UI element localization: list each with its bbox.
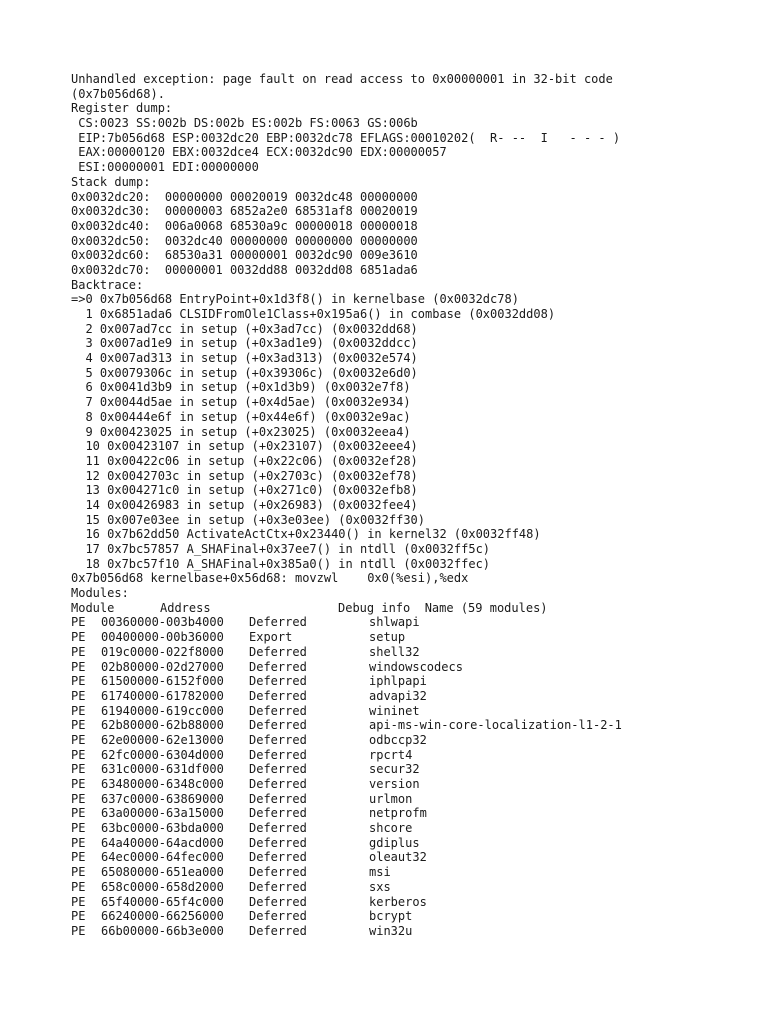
module-type: PE	[71, 850, 86, 865]
backtrace-frame: 7 0x0044d5ae in setup (+0x4d5ae) (0x0032e934)	[71, 395, 411, 410]
module-address: 63bc0000-63bda000	[101, 821, 224, 836]
exception-address: (0x7b056d68).	[71, 86, 165, 101]
module-name: shlwapi	[369, 615, 420, 630]
module-address: 019c0000-022f8000	[101, 644, 224, 659]
module-row	[71, 615, 761, 630]
module-row	[71, 718, 761, 733]
modules-header-debug-name: Debug info Name (59 modules)	[338, 600, 548, 615]
stack-line: 0x0032dc50: 0032dc40 00000000 00000000 00000000	[71, 233, 418, 248]
backtrace-frame: 10 0x00423107 in setup (+0x23107) (0x0032eee4)	[71, 439, 418, 454]
module-row	[71, 689, 761, 704]
backtrace-frame: 16 0x7b62dd50 ActivateActCtx+0x23440() in kernel32 (0x0032ff48)	[71, 527, 541, 542]
module-name: wininet	[369, 703, 420, 718]
module-debug-info: Deferred	[249, 718, 307, 733]
module-address: 66b00000-66b3e000	[101, 923, 224, 938]
backtrace-frame: 2 0x007ad7cc in setup (+0x3ad7cc) (0x0032dd68)	[71, 321, 418, 336]
module-row	[71, 733, 761, 748]
module-debug-info: Deferred	[249, 762, 307, 777]
module-address: 00360000-003b4000	[101, 615, 224, 630]
module-type: PE	[71, 923, 86, 938]
module-type: PE	[71, 894, 86, 909]
backtrace-frame: 13 0x004271c0 in setup (+0x271c0) (0x0032efb8)	[71, 483, 418, 498]
fault-instruction: 0x7b056d68 kernelbase+0x56d68: movzwl 0x0(%esi),%edx	[71, 571, 469, 586]
module-debug-info: Deferred	[249, 821, 307, 836]
module-name: setup	[369, 630, 406, 645]
module-row	[71, 850, 761, 865]
module-type: PE	[71, 747, 86, 762]
module-name: windowscodecs	[369, 659, 463, 674]
module-address: 631c0000-631df000	[101, 762, 224, 777]
backtrace-frame: 3 0x007ad1e9 in setup (+0x3ad1e9) (0x0032ddcc)	[71, 336, 418, 351]
module-row	[71, 895, 761, 910]
module-debug-info: Deferred	[249, 923, 307, 938]
module-type: PE	[71, 615, 86, 630]
module-row	[71, 880, 761, 895]
module-debug-info: Deferred	[249, 791, 307, 806]
module-row	[71, 748, 761, 763]
module-type: PE	[71, 688, 86, 703]
module-address: 62e00000-62e13000	[101, 732, 224, 747]
module-debug-info: Deferred	[249, 703, 307, 718]
modules-header	[71, 601, 761, 616]
register-line: CS:0023 SS:002b DS:002b ES:002b FS:0063 GS:006b	[71, 116, 418, 131]
stack-line: 0x0032dc40: 006a0068 68530a9c 00000018 00000018	[71, 218, 418, 233]
backtrace-frame: 12 0x0042703c in setup (+0x2703c) (0x0032ef78)	[71, 468, 418, 483]
backtrace-title: Backtrace:	[71, 277, 144, 292]
backtrace-frame: 6 0x0041d3b9 in setup (+0x1d3b9) (0x0032e7f8)	[71, 380, 411, 395]
stack-line: 0x0032dc60: 68530a31 00000001 0032dc90 009e3610	[71, 248, 418, 263]
module-name: odbccp32	[369, 732, 427, 747]
module-type: PE	[71, 806, 86, 821]
module-name: shell32	[369, 644, 420, 659]
stack-dump	[71, 190, 761, 278]
module-type: PE	[71, 644, 86, 659]
module-debug-info: Deferred	[249, 777, 307, 791]
module-name: netprofm	[369, 806, 427, 821]
module-address: 65080000-651ea000	[101, 865, 224, 880]
module-row	[71, 630, 761, 645]
module-name: iphlpapi	[369, 674, 427, 689]
module-debug-info: Deferred	[249, 879, 307, 894]
module-row	[71, 909, 761, 924]
backtrace-frame: 9 0x00423025 in setup (+0x23025) (0x0032eea4)	[71, 424, 411, 439]
module-debug-info: Deferred	[249, 835, 307, 850]
module-address: 02b80000-02d27000	[101, 659, 224, 674]
module-address: 64ec0000-64fec000	[101, 850, 224, 865]
backtrace-frame: 5 0x0079306c in setup (+0x39306c) (0x0032e6d0)	[71, 365, 418, 380]
module-name: rpcrt4	[369, 747, 413, 762]
module-type: PE	[71, 674, 86, 689]
module-address: 63a00000-63a15000	[101, 806, 224, 821]
module-row	[71, 645, 761, 660]
module-name: oleaut32	[369, 850, 427, 865]
module-type: PE	[71, 835, 86, 850]
module-name: win32u	[369, 923, 413, 938]
module-name: advapi32	[369, 688, 427, 703]
module-debug-info: Deferred	[249, 644, 307, 659]
modules-table	[71, 615, 761, 938]
module-debug-info: Deferred	[249, 865, 307, 880]
module-name: shcore	[369, 821, 413, 836]
module-row	[71, 924, 761, 939]
module-debug-info: Deferred	[249, 850, 307, 865]
module-name: msi	[369, 865, 391, 880]
module-name: gdiplus	[369, 835, 420, 850]
backtrace-frame: 1 0x6851ada6 CLSIDFromOle1Class+0x195a6() in combase (0x0032dd08)	[71, 307, 556, 321]
module-address: 63480000-6348c000	[101, 777, 224, 791]
module-debug-info: Deferred	[249, 615, 307, 630]
module-address: 00400000-00b36000	[101, 630, 224, 645]
module-type: PE	[71, 865, 86, 880]
backtrace-frame: 18 0x7bc57f10 A_SHAFinal+0x385a0() in ntdll (0x0032ffec)	[71, 556, 491, 571]
module-type: PE	[71, 703, 86, 718]
module-debug-info: Deferred	[249, 674, 307, 689]
module-debug-info: Export	[249, 630, 293, 645]
module-row	[71, 865, 761, 880]
module-address: 62b80000-62b88000	[101, 718, 224, 733]
module-address: 64a40000-64acd000	[101, 835, 224, 850]
register-line: ESI:00000001 EDI:00000000	[71, 160, 259, 175]
module-type: PE	[71, 762, 86, 777]
module-name: bcrypt	[369, 909, 413, 924]
module-debug-info: Deferred	[249, 732, 307, 747]
module-debug-info: Deferred	[249, 909, 307, 924]
module-type: PE	[71, 791, 86, 806]
module-row	[71, 836, 761, 851]
stack-line: 0x0032dc30: 00000003 6852a2e0 68531af8 00020019	[71, 204, 418, 219]
backtrace-frame: 17 0x7bc57857 A_SHAFinal+0x37ee7() in ntdll (0x0032ff5c)	[71, 542, 491, 556]
stack-line: 0x0032dc70: 00000001 0032dd88 0032dd08 6851ada6	[71, 262, 418, 277]
module-row	[71, 762, 761, 777]
module-type: PE	[71, 659, 86, 674]
module-address: 658c0000-658d2000	[101, 879, 224, 894]
module-debug-info: Deferred	[249, 894, 307, 909]
module-address: 61500000-6152f000	[101, 674, 224, 689]
register-line: EAX:00000120 EBX:0032dce4 ECX:0032dc90 EDX:00000057	[71, 145, 447, 160]
module-row	[71, 777, 761, 792]
register-dump-title: Register dump:	[71, 101, 173, 116]
module-address: 61740000-61782000	[101, 688, 224, 703]
module-type: PE	[71, 777, 86, 791]
modules-header-module: Module	[71, 600, 115, 615]
module-name: kerberos	[369, 894, 427, 909]
module-name: api-ms-win-core-localization-l1-2-1	[369, 718, 622, 733]
module-address: 66240000-66256000	[101, 909, 224, 924]
module-name: secur32	[369, 762, 420, 777]
module-row	[71, 806, 761, 821]
backtrace-frame: 8 0x00444e6f in setup (+0x44e6f) (0x0032e9ac)	[71, 409, 411, 424]
module-row	[71, 674, 761, 689]
module-type: PE	[71, 718, 86, 733]
module-row	[71, 821, 761, 836]
module-type: PE	[71, 732, 86, 747]
backtrace	[71, 292, 761, 571]
crash-log	[71, 72, 761, 939]
exception-message: Unhandled exception: page fault on read access to 0x00000001 in 32-bit code	[71, 72, 613, 86]
register-line: EIP:7b056d68 ESP:0032dc20 EBP:0032dc78 EFLAGS:00010202( R- -- I - - - )	[71, 130, 621, 145]
backtrace-frame: 15 0x007e03ee in setup (+0x3e03ee) (0x0032ff30)	[71, 512, 426, 527]
module-debug-info: Deferred	[249, 688, 307, 703]
module-row	[71, 792, 761, 807]
backtrace-frame: 11 0x00422c06 in setup (+0x22c06) (0x0032ef28)	[71, 453, 418, 468]
module-address: 61940000-619cc000	[101, 703, 224, 718]
module-name: sxs	[369, 879, 391, 894]
module-type: PE	[71, 909, 86, 924]
module-address: 65f40000-65f4c000	[101, 894, 224, 909]
module-debug-info: Deferred	[249, 747, 307, 762]
module-row	[71, 704, 761, 719]
module-address: 637c0000-63869000	[101, 791, 224, 806]
module-type: PE	[71, 879, 86, 894]
module-debug-info: Deferred	[249, 806, 307, 821]
module-type: PE	[71, 630, 86, 645]
backtrace-frame: 14 0x00426983 in setup (+0x26983) (0x0032fee4)	[71, 497, 418, 512]
register-dump	[71, 116, 761, 175]
stack-dump-title: Stack dump:	[71, 174, 151, 189]
module-name: version	[369, 777, 420, 791]
module-address: 62fc0000-6304d000	[101, 747, 224, 762]
module-name: urlmon	[369, 791, 413, 806]
backtrace-frame: 4 0x007ad313 in setup (+0x3ad313) (0x0032e574)	[71, 351, 418, 366]
module-row	[71, 660, 761, 675]
module-type: PE	[71, 821, 86, 836]
stack-line: 0x0032dc20: 00000000 00020019 0032dc48 00000000	[71, 189, 418, 204]
modules-header-address: Address	[160, 600, 211, 615]
modules-title: Modules:	[71, 586, 129, 601]
backtrace-frame: =>0 0x7b056d68 EntryPoint+0x1d3f8() in kernelbase (0x0032dc78)	[71, 292, 519, 307]
module-debug-info: Deferred	[249, 659, 307, 674]
